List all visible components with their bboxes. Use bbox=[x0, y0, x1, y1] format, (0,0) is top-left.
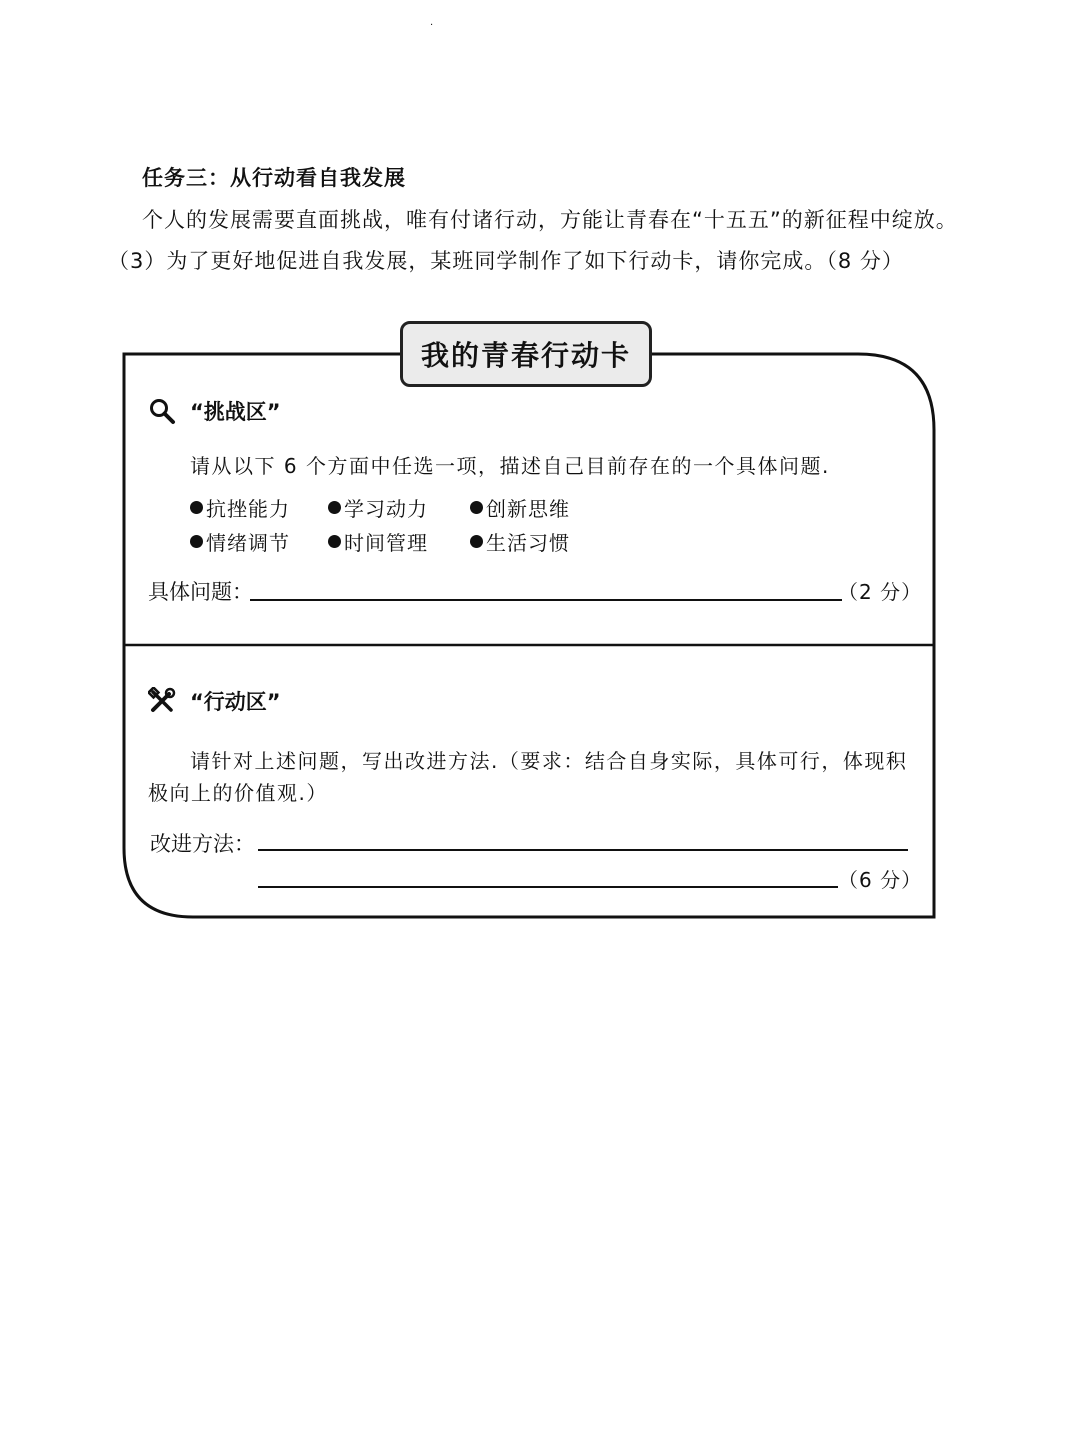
tools-icon bbox=[148, 687, 176, 715]
method-score: （6 分） bbox=[838, 868, 923, 892]
problem-answer-line[interactable] bbox=[250, 599, 842, 601]
option-item: 创新思维 bbox=[470, 493, 570, 522]
method-answer-line-1[interactable] bbox=[258, 849, 908, 851]
card-title: 我的青春行动卡 bbox=[400, 321, 652, 387]
options-row-2 bbox=[190, 527, 570, 556]
action-zone-heading bbox=[148, 686, 281, 716]
method-label: 改进方法： bbox=[150, 832, 255, 856]
option-item: 时间管理 bbox=[328, 527, 470, 556]
action-instruction-line2: 极向上的价值观.） bbox=[148, 781, 328, 805]
option-item: 学习动力 bbox=[328, 493, 470, 522]
action-instruction-line1: 请针对上述问题，写出改进方法.（要求：结合自身实际，具体可行，体现积 bbox=[190, 749, 908, 773]
option-item: 抗挫能力 bbox=[190, 493, 328, 522]
option-item: 生活习惯 bbox=[470, 527, 570, 556]
options-row-1 bbox=[190, 493, 570, 522]
magnifier-icon bbox=[148, 397, 176, 425]
task-question: （3）为了更好地促进自我发展，某班同学制作了如下行动卡，请你完成。（8 分） bbox=[108, 249, 904, 273]
speck: · bbox=[430, 20, 434, 31]
problem-score: （2 分） bbox=[838, 580, 923, 604]
action-zone-label: “行动区” bbox=[190, 690, 281, 714]
option-item: 情绪调节 bbox=[190, 527, 328, 556]
task-title: 任务三：从行动看自我发展 bbox=[142, 166, 406, 190]
challenge-zone-heading bbox=[148, 396, 281, 426]
challenge-zone-label: “挑战区” bbox=[190, 400, 281, 424]
challenge-instruction: 请从以下 6 个方面中任选一项，描述自己目前存在的一个具体问题. bbox=[190, 454, 830, 478]
problem-label: 具体问题： bbox=[148, 580, 253, 604]
task-intro: 个人的发展需要直面挑战，唯有付诸行动，方能让青春在“十五五”的新征程中绽放。 bbox=[142, 208, 958, 232]
method-answer-line-2[interactable] bbox=[258, 886, 838, 888]
